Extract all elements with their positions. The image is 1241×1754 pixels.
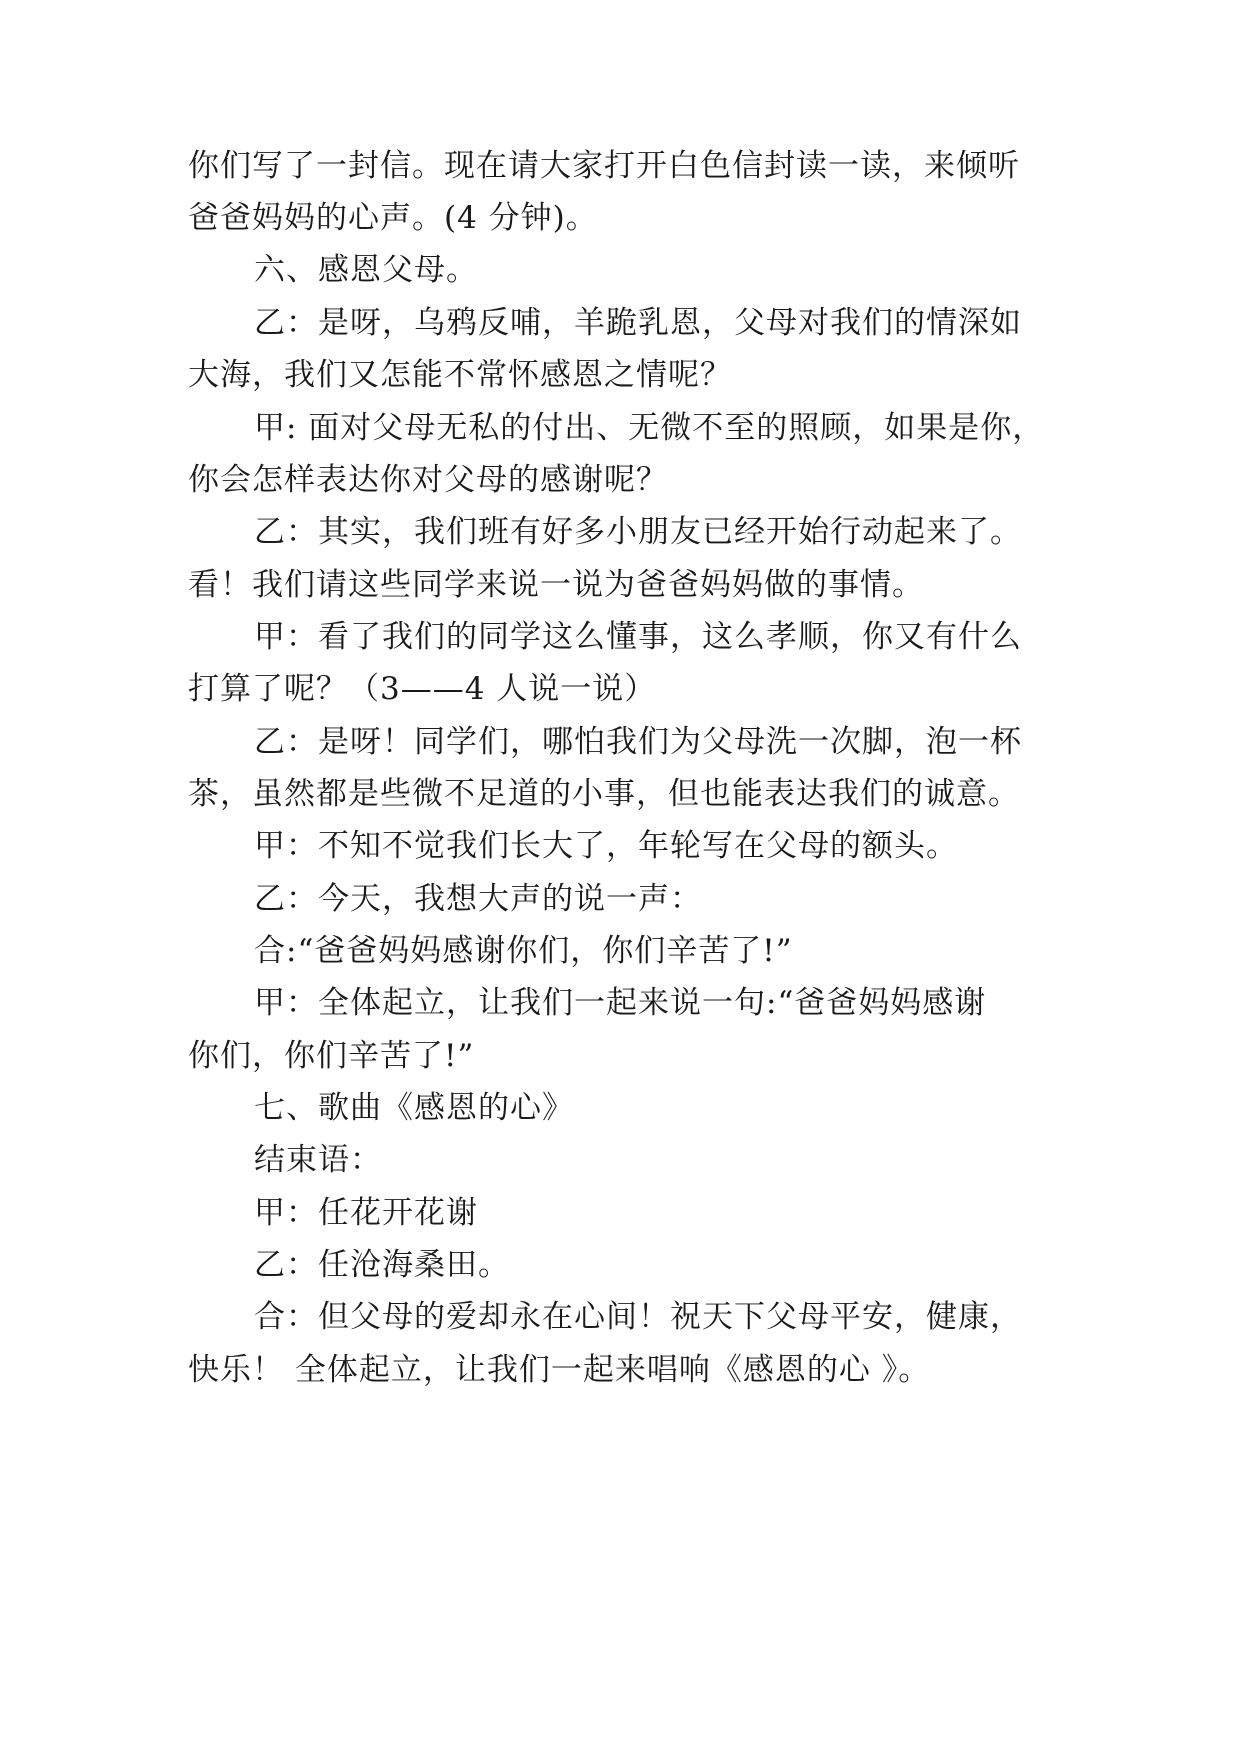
text-line: 你们，你们辛苦了!”: [188, 1038, 475, 1074]
section-heading: 结束语：: [254, 1142, 382, 1178]
text-line: 快乐！ 全体起立，让我们一起来唱响《感恩的心 》。: [188, 1352, 931, 1388]
text-line: 你会怎样表达你对父母的感谢呢？: [188, 462, 668, 498]
text-line: 你们写了一封信。现在请大家打开白色信封读一读，来倾听: [188, 148, 1020, 184]
section-heading: 七、歌曲《感恩的心》: [254, 1090, 574, 1126]
text-line: 爸爸妈妈的心声。(4 分钟)。: [188, 200, 598, 236]
text-line: 甲：任花开花谢: [254, 1195, 478, 1231]
section-heading: 六、感恩父母。: [254, 252, 478, 288]
text-line: 合：但父母的爱却永在心间！祝天下父母平安，健康，: [254, 1299, 1022, 1335]
text-line: 乙：其实，我们班有好多小朋友已经开始行动起来了。: [254, 514, 1022, 550]
text-line: 乙：是呀！同学们，哪怕我们为父母洗一次脚，泡一杯: [254, 724, 1022, 760]
text-line: 茶，虽然都是些微不足道的小事，但也能表达我们的诚意。: [188, 776, 1020, 812]
text-line: 乙：任沧海桑田。: [254, 1247, 510, 1283]
text-line: 乙：是呀，乌鸦反哺，羊跪乳恩，父母对我们的情深如: [254, 305, 1022, 341]
text-line: 打算了呢？（3——4 人说一说）: [188, 671, 657, 707]
text-line: 合:“爸爸妈妈感谢你们，你们辛苦了!”: [254, 933, 793, 969]
text-line: 大海，我们又怎能不常怀感恩之情呢？: [188, 357, 732, 393]
text-line: 甲：看了我们的同学这么懂事，这么孝顺，你又有什么: [254, 619, 1022, 655]
text-line: 甲：全体起立，让我们一起来说一句:“爸爸妈妈感谢: [254, 985, 987, 1021]
text-line: 看！我们请这些同学来说一说为爸爸妈妈做的事情。: [188, 567, 924, 603]
text-line: 甲：不知不觉我们长大了，年轮写在父母的额头。: [254, 828, 958, 864]
text-line: 乙：今天，我想大声的说一声：: [254, 881, 702, 917]
text-line: 甲: 面对父母无私的付出、无微不至的照顾，如果是你，: [254, 410, 1045, 446]
